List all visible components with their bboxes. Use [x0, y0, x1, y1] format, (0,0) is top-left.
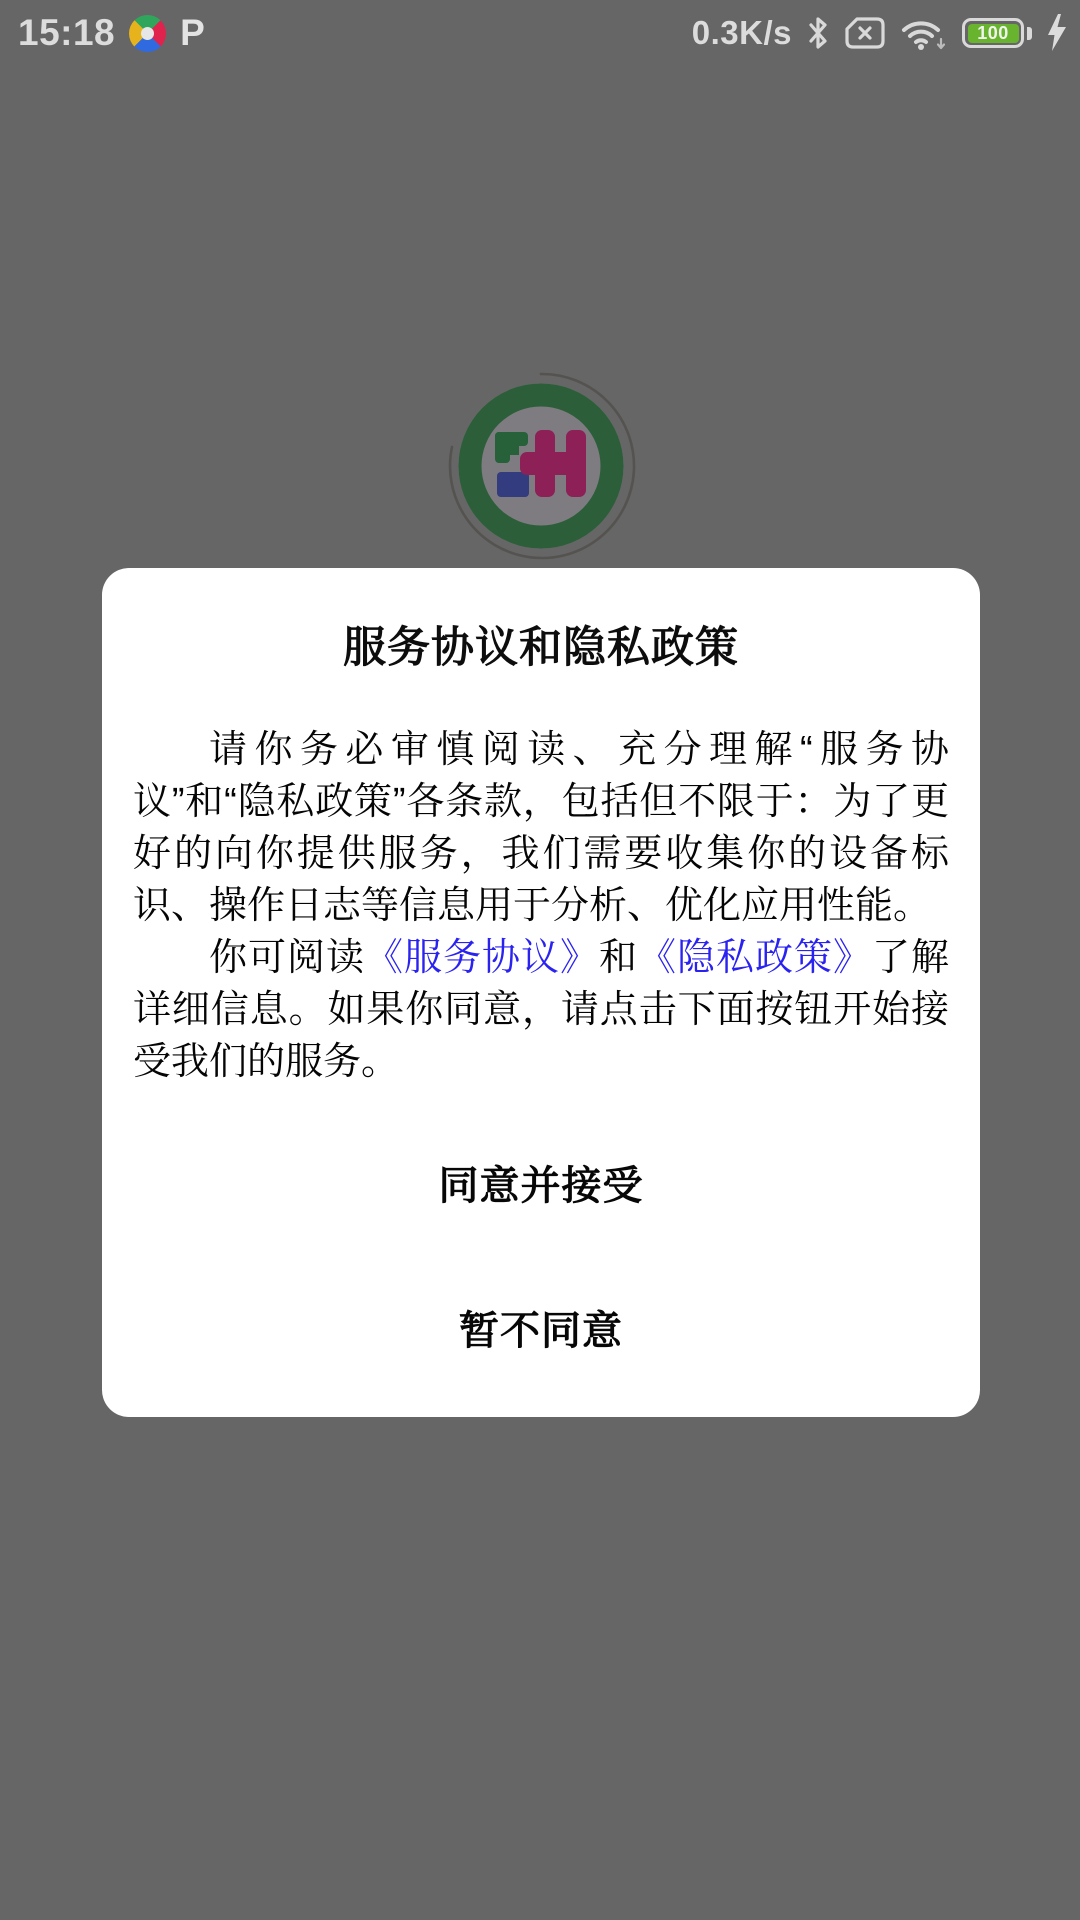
app-logo — [441, 366, 641, 566]
wifi-icon — [900, 13, 948, 53]
agreement-paragraph-2 — [133, 932, 949, 1088]
dialog-title: 服务协议和隐私政策 — [343, 624, 739, 672]
disagree-button[interactable]: 暂不同意 — [459, 1308, 623, 1353]
paragraph2-text: 你可阅读 — [209, 937, 365, 979]
battery-level-label: 100 — [977, 22, 1009, 43]
app-logo-icon — [441, 366, 641, 566]
dialog-body — [133, 724, 949, 1088]
agree-button[interactable]: 同意并接受 — [438, 1163, 644, 1208]
pinwheel-notification-icon — [129, 15, 166, 52]
battery-outline — [962, 18, 1024, 48]
p-notification-icon: P — [180, 12, 205, 53]
status-bar-left — [18, 12, 205, 54]
charging-bolt-icon — [1046, 14, 1068, 52]
service-agreement-link[interactable]: 《服务协议》 — [364, 937, 599, 979]
battery-fill — [968, 24, 1019, 43]
privacy-policy-dialog — [102, 568, 980, 1417]
bluetooth-icon — [806, 13, 830, 53]
status-bar — [0, 0, 1080, 64]
clock-label: 15:18 — [18, 12, 116, 53]
battery-indicator — [962, 18, 1032, 48]
status-bar-right — [692, 13, 1068, 53]
privacy-policy-link[interactable]: 《隐私政策》 — [637, 937, 872, 979]
battery-cap — [1027, 27, 1032, 40]
network-speed-label: 0.3K/s — [691, 14, 792, 51]
paragraph2-text: 了解详细信息。如果你同意，请点击下面按钮开始接受我们的服务。 — [133, 937, 949, 1083]
paragraph2-text: 和 — [598, 937, 638, 979]
no-sim-icon — [844, 16, 886, 50]
agreement-paragraph-1: 请你务必审慎阅读、充分理解“服务协议”和“隐私政策”各条款，包括但不限于：为了更好的向你提供服务，我们需要收集你的设备标识、操作日志等信息用于分析、优化应用性能。 — [133, 729, 949, 927]
